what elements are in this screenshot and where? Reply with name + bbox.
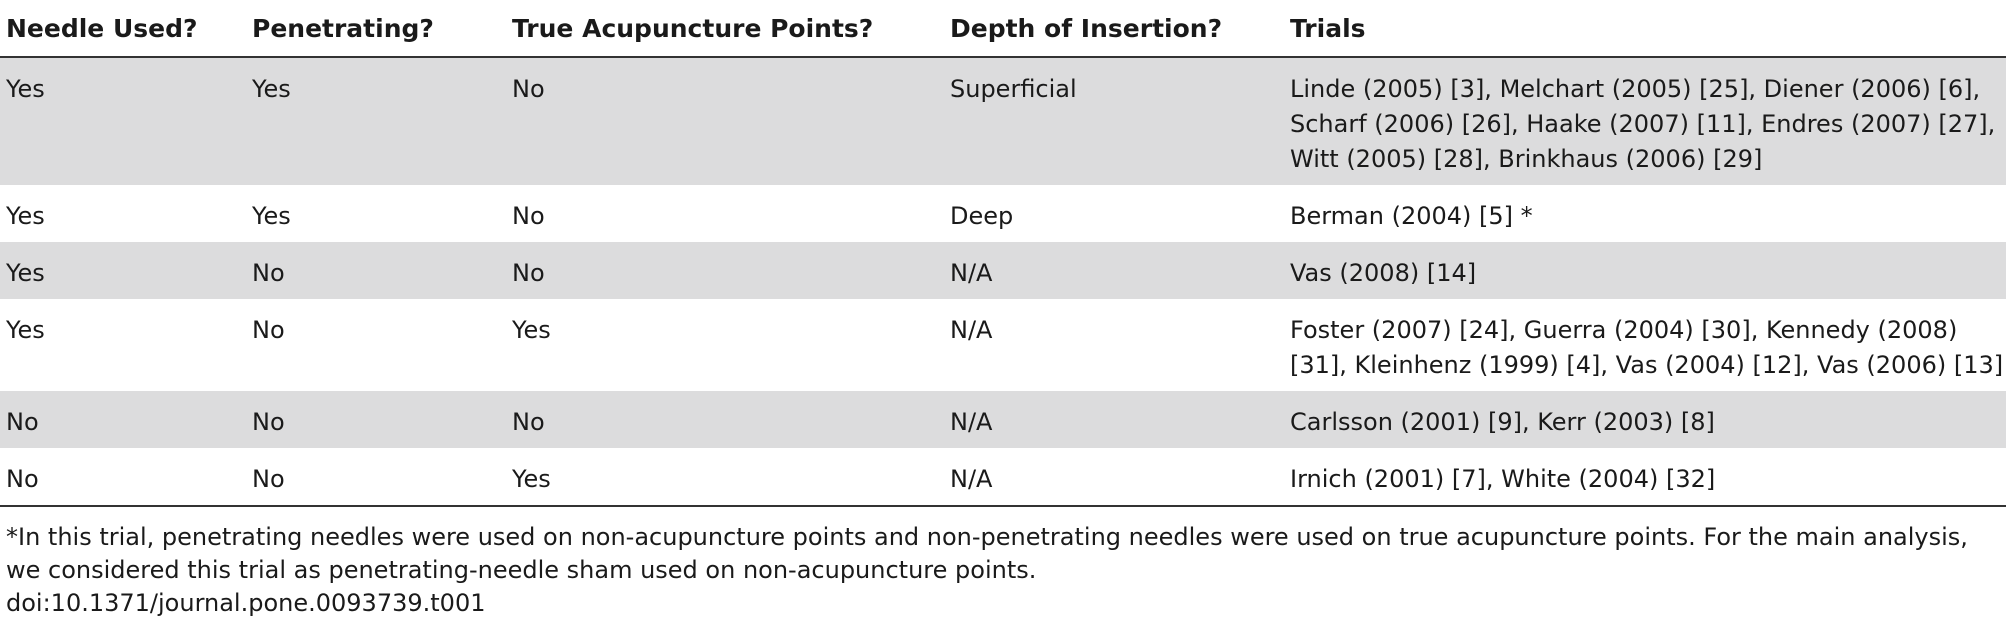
cell-depth: Superficial [944, 57, 1284, 185]
cell-needle-used: Yes [6, 202, 45, 230]
table-row [0, 242, 2006, 299]
cell-true-points: Yes [512, 316, 551, 344]
header-row [0, 0, 2006, 57]
cell-trials: Vas (2008) [14] [1284, 242, 2006, 299]
cell-trials: Carlsson (2001) [9], Kerr (2003) [8] [1284, 391, 2006, 448]
header-true-acupuncture-points: True Acupuncture Points? [506, 0, 944, 57]
cell-penetrating: No [246, 242, 506, 299]
header-trials: Trials [1284, 0, 2006, 57]
cell-penetrating: Yes [252, 202, 291, 230]
cell-trials: Irnich (2001) [7], White (2004) [32] [1284, 448, 2006, 506]
cell-trials: Foster (2007) [24], Guerra (2004) [30], Kennedy (2008) [31], Kleinhenz (1999) [4], Vas (2004) [12], Vas (2006) [13] [1290, 316, 2004, 379]
cell-penetrating: No [246, 448, 506, 506]
cell-true-points: No [506, 242, 944, 299]
cell-needle-used: No [0, 448, 246, 506]
header-penetrating: Penetrating? [246, 0, 506, 57]
cell-penetrating: Yes [246, 57, 506, 185]
cell-needle-used: Yes [6, 316, 45, 344]
header-depth-of-insertion: Depth of Insertion? [944, 0, 1284, 57]
cell-depth: Deep [950, 202, 1014, 230]
table-row [0, 391, 2006, 448]
table-row [0, 185, 2006, 242]
cell-trials: Berman (2004) [5] * [1290, 202, 1533, 230]
cell-needle-used: Yes [0, 57, 246, 185]
cell-depth: N/A [944, 242, 1284, 299]
cell-penetrating: No [252, 316, 285, 344]
doi-reference: doi:10.1371/journal.pone.0093739.t001 [6, 589, 486, 617]
header-needle-used: Needle Used? [0, 0, 246, 57]
cell-needle-used: Yes [0, 242, 246, 299]
table-row [0, 57, 2006, 185]
cell-depth: N/A [944, 448, 1284, 506]
table-row [0, 299, 2006, 391]
cell-true-points: No [506, 57, 944, 185]
cell-true-points: No [512, 202, 545, 230]
cell-depth: N/A [944, 391, 1284, 448]
cell-true-points: No [506, 391, 944, 448]
table-row [0, 448, 2006, 506]
table-footnote: *In this trial, penetrating needles were used on non-acupuncture points and non-penetrating needles were used on true acupuncture points. For the main analysis, we considered this trial as penetrating-needle sham used on non-acupuncture points. [6, 523, 1968, 584]
cell-needle-used: No [0, 391, 246, 448]
cell-true-points: Yes [506, 448, 944, 506]
cell-trials: Linde (2005) [3], Melchart (2005) [25], Diener (2006) [6], Scharf (2006) [26], Haake (2007) [11], Endres (2007) [27], Witt (2005) [28], Brinkhaus (2006) [29] [1284, 57, 2006, 185]
table-body [0, 57, 2006, 506]
cell-penetrating: No [246, 391, 506, 448]
table-header [0, 0, 2006, 57]
cell-depth: N/A [950, 316, 993, 344]
